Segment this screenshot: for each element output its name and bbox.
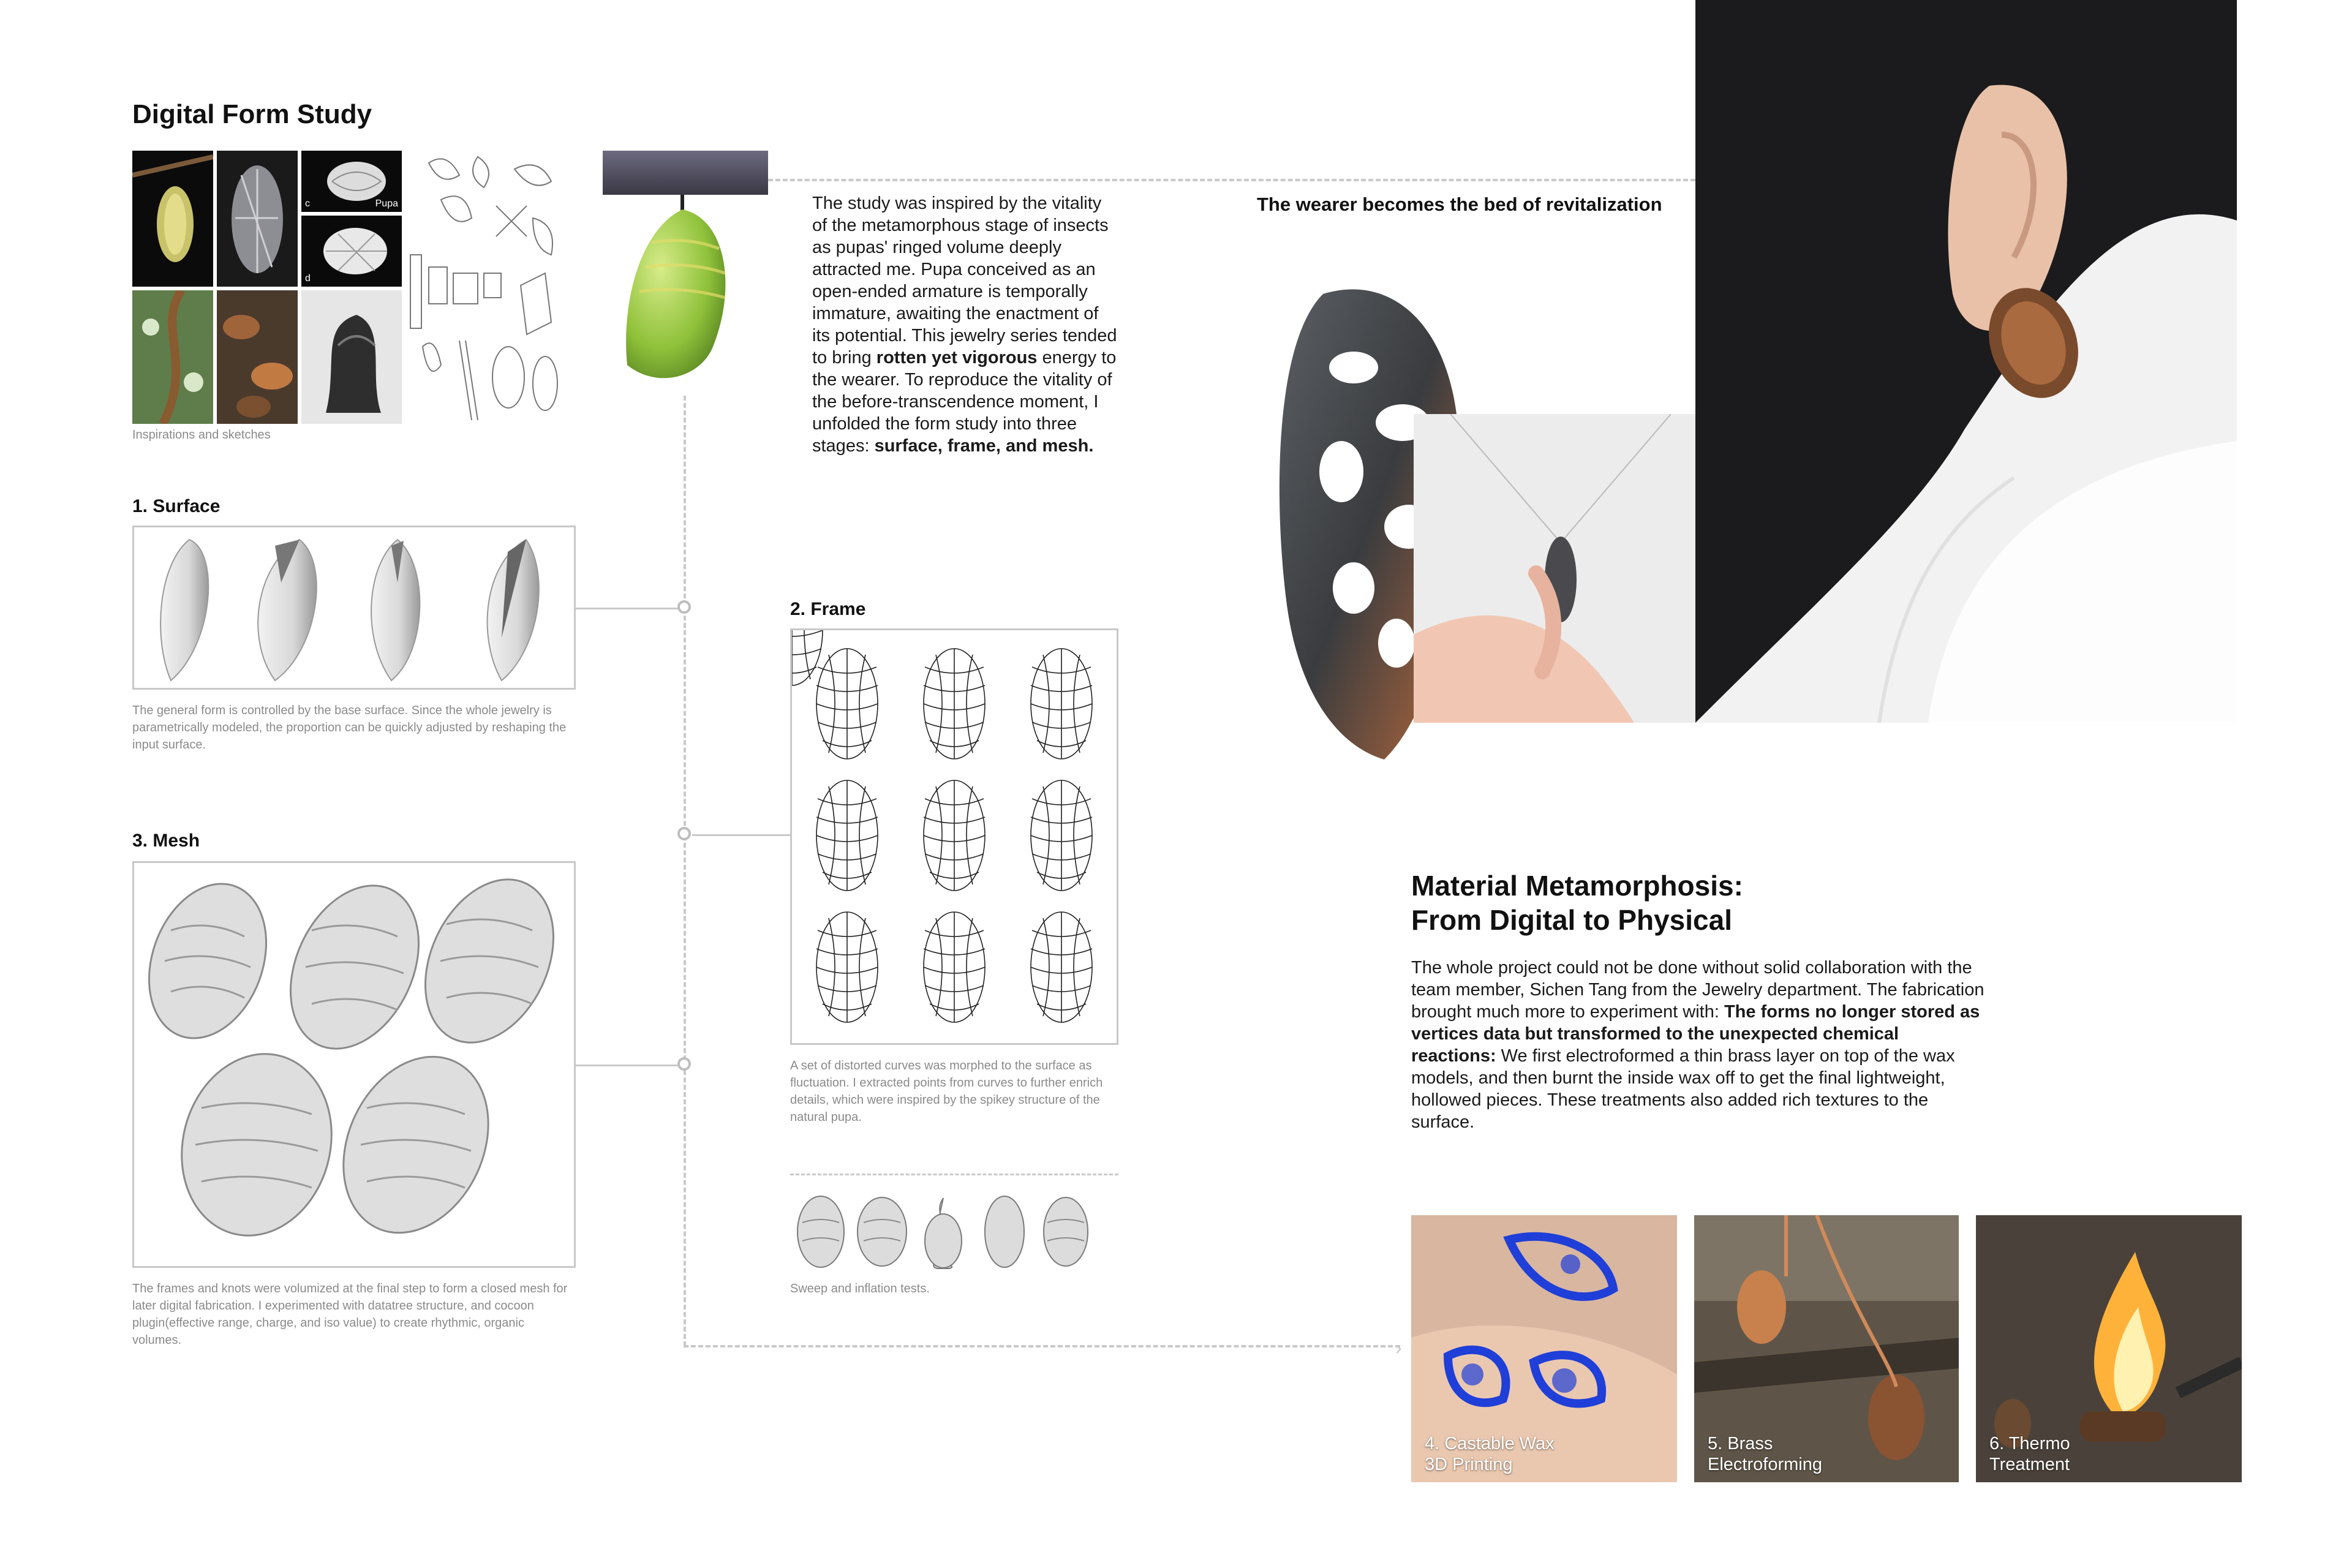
mesh-caption: The frames and knots were volumized at the final step to form a closed mesh for later digital fabrication. I experimented with datatree structure, and cocoon plugin(effective range, charge, and iso value) to create rhythmic, organic volumes. (132, 1282, 568, 1347)
connector-spine (684, 396, 686, 1346)
surface-heading: 1. Surface (132, 496, 221, 516)
tag-pupa: Pupa (375, 198, 398, 209)
frame-caption: A set of distorted curves was morphed to the surface as fluctuation. I extracted points from curves to further enrich details, which were inspired by the spikey structure of the natural pupa. (790, 1059, 1103, 1124)
fungus-photo (301, 290, 402, 424)
leaf-litter-photo (217, 290, 298, 424)
frame-panel (790, 628, 1118, 1045)
chrysalis-photo-2 (217, 151, 298, 287)
material-title (1411, 869, 1743, 937)
vine-photo (132, 290, 213, 424)
earring-portrait-photo (1695, 0, 2237, 723)
pupa-photo-d (301, 216, 402, 287)
material-text-2: We first electroformed a thin brass layer on top of the wax models, and then burnt the inside wax off to get the final lightweight, hollowed pieces. These treatments also added rich textures to the surface. (1411, 1046, 1955, 1132)
node-frame (677, 827, 691, 840)
connector-bottom (684, 1345, 1400, 1348)
surface-caption: The general form is controlled by the base surface. Since the whole jewelry is parametrically modeled, the proportion can be quickly adjusted by reshaping the input surface. (132, 704, 567, 752)
link-frame (692, 834, 790, 836)
frame-heading: 2. Frame (790, 599, 866, 619)
node-surface (677, 600, 691, 614)
sweep-caption: Sweep and inflation tests. (790, 1282, 930, 1295)
sweep-tests (790, 1192, 1096, 1272)
material-text-1: The whole project could not be done without solid collaboration with the team member, Sichen Tang from the Jewelry department. The fabrication brought much more to experiment with: (1411, 958, 1985, 1022)
material-paragraph (1411, 957, 1987, 1133)
link-mesh (576, 1065, 680, 1066)
process-label-1: 4. Castable Wax 3D Printing (1425, 1434, 1555, 1474)
process-label-2: 5. Brass Electroforming (1708, 1434, 1822, 1474)
mesh-panel (132, 861, 576, 1268)
frame-divider (790, 1174, 1118, 1175)
link-surface (576, 608, 680, 609)
wearer-heading: The wearer becomes the bed of revitalization (1257, 194, 1662, 215)
inspiration-grid (132, 151, 402, 424)
page-title: Digital Form Study (132, 99, 372, 129)
tag-d: d (305, 273, 311, 284)
pupa-photo-c (301, 151, 402, 212)
hand-photo (1414, 414, 1695, 723)
connector-top (768, 179, 1695, 181)
process-wax-printing (1411, 1215, 1677, 1482)
intro-bold-1: rotten yet vigorous (876, 348, 1038, 368)
sketches (404, 151, 570, 424)
process-electroforming (1694, 1215, 1959, 1482)
process-label-3: 6. Thermo Treatment (1989, 1434, 2070, 1474)
inspirations-caption: Inspirations and sketches (132, 428, 271, 442)
node-mesh (677, 1057, 691, 1071)
material-title-line1: Material Metamorphosis: (1411, 870, 1743, 902)
material-bold-1: The forms no longer stored as vertices data but transformed to the unexpected chemical reactions: (1411, 1002, 1980, 1066)
intro-text-2: energy to the wearer. To reproduce the vitality of the before-transcendence moment, I unfolded the form study into three stages: (812, 348, 1117, 456)
process-thermo-treatment (1976, 1215, 2242, 1482)
intro-text-1: The study was inspired by the vitality of the metamorphous stage of insects as pupas' ringed volume deeply attracted me. Pupa conceived as an open-ended armature is temporally immature, awaiting the enactment of its potential. This jewelry series tended to bring (812, 194, 1117, 368)
intro-bold-2: surface, frame, and mesh. (874, 436, 1094, 456)
chrysalis-photo-1 (132, 151, 213, 287)
material-title-line2: From Digital to Physical (1411, 904, 1732, 936)
mesh-heading: 3. Mesh (132, 831, 200, 851)
arrow-right-icon: › (1395, 1336, 1402, 1359)
chrysalis-hero (603, 151, 768, 396)
intro-paragraph (812, 192, 1118, 457)
surface-panel (132, 526, 576, 690)
tag-c: c (305, 198, 310, 209)
